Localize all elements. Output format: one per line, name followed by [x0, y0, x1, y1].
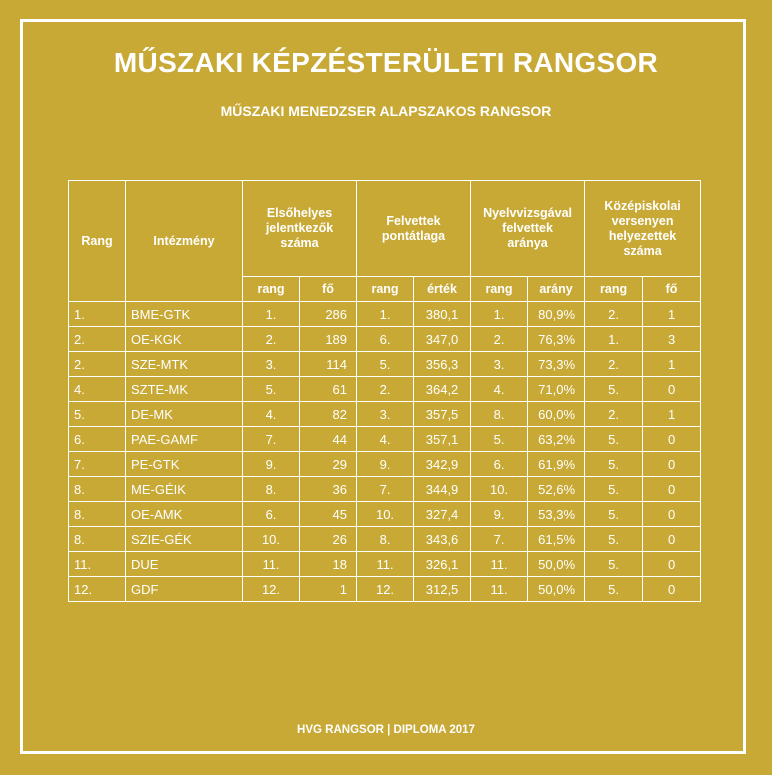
competition-rank-cell: 1. [585, 327, 643, 352]
points-value-cell: 326,1 [414, 552, 471, 577]
points-value-cell: 357,5 [414, 402, 471, 427]
competition-rank-cell: 2. [585, 352, 643, 377]
header-rank: Rang [69, 181, 126, 302]
subheader-points-value: érték [414, 277, 471, 302]
applicants-count-cell: 82 [300, 402, 357, 427]
competition-count-cell: 0 [643, 452, 701, 477]
competition-rank-cell: 2. [585, 302, 643, 327]
institution-cell: SZTE-MK [126, 377, 243, 402]
points-rank-cell: 1. [357, 302, 414, 327]
points-rank-cell: 7. [357, 477, 414, 502]
language-ratio-cell: 61,5% [528, 527, 585, 552]
institution-cell: DUE [126, 552, 243, 577]
language-ratio-cell: 60,0% [528, 402, 585, 427]
applicants-count-cell: 18 [300, 552, 357, 577]
competition-rank-cell: 5. [585, 502, 643, 527]
points-value-cell: 380,1 [414, 302, 471, 327]
language-ratio-cell: 76,3% [528, 327, 585, 352]
points-rank-cell: 4. [357, 427, 414, 452]
applicants-rank-cell: 1. [243, 302, 300, 327]
points-rank-cell: 9. [357, 452, 414, 477]
institution-cell: PE-GTK [126, 452, 243, 477]
competition-rank-cell: 5. [585, 577, 643, 602]
table-row [69, 527, 701, 552]
institution-cell: BME-GTK [126, 302, 243, 327]
points-rank-cell: 8. [357, 527, 414, 552]
competition-count-cell: 0 [643, 502, 701, 527]
applicants-count-cell: 61 [300, 377, 357, 402]
subheader-language-ratio: arány [528, 277, 585, 302]
institution-cell: PAE-GAMF [126, 427, 243, 452]
institution-cell: OE-AMK [126, 502, 243, 527]
points-rank-cell: 10. [357, 502, 414, 527]
ranking-table [68, 180, 701, 602]
page-subtitle: MŰSZAKI MENEDZSER ALAPSZAKOS RANGSOR [220, 103, 552, 119]
institution-cell: ME-GÉIK [126, 477, 243, 502]
institution-cell: GDF [126, 577, 243, 602]
table-row [69, 427, 701, 452]
applicants-rank-cell: 12. [243, 577, 300, 602]
institution-cell: SZIE-GÉK [126, 527, 243, 552]
language-ratio-cell: 63,2% [528, 427, 585, 452]
applicants-count-cell: 1 [300, 577, 357, 602]
competition-count-cell: 0 [643, 527, 701, 552]
competition-count-cell: 0 [643, 552, 701, 577]
points-value-cell: 357,1 [414, 427, 471, 452]
language-rank-cell: 11. [471, 552, 528, 577]
points-rank-cell: 3. [357, 402, 414, 427]
points-value-cell: 356,3 [414, 352, 471, 377]
table-row [69, 577, 701, 602]
applicants-count-cell: 45 [300, 502, 357, 527]
table-row [69, 327, 701, 352]
table-body [69, 302, 701, 602]
competition-count-cell: 0 [643, 477, 701, 502]
header-applicants: Elsőhelyes jelentkezők száma [243, 181, 357, 277]
competition-rank-cell: 2. [585, 402, 643, 427]
applicants-count-cell: 286 [300, 302, 357, 327]
points-rank-cell: 6. [357, 327, 414, 352]
applicants-rank-cell: 11. [243, 552, 300, 577]
points-value-cell: 347,0 [414, 327, 471, 352]
competition-rank-cell: 5. [585, 552, 643, 577]
rank-cell: 4. [69, 377, 126, 402]
language-ratio-cell: 52,6% [528, 477, 585, 502]
rank-cell: 1. [69, 302, 126, 327]
competition-count-cell: 1 [643, 302, 701, 327]
language-rank-cell: 5. [471, 427, 528, 452]
rank-cell: 11. [69, 552, 126, 577]
language-rank-cell: 3. [471, 352, 528, 377]
language-ratio-cell: 73,3% [528, 352, 585, 377]
table-row [69, 552, 701, 577]
subheader-competition-rank: rang [585, 277, 643, 302]
language-rank-cell: 7. [471, 527, 528, 552]
language-rank-cell: 10. [471, 477, 528, 502]
applicants-count-cell: 114 [300, 352, 357, 377]
applicants-rank-cell: 8. [243, 477, 300, 502]
rank-cell: 8. [69, 502, 126, 527]
language-rank-cell: 2. [471, 327, 528, 352]
competition-rank-cell: 5. [585, 377, 643, 402]
institution-cell: DE-MK [126, 402, 243, 427]
language-ratio-cell: 80,9% [528, 302, 585, 327]
competition-count-cell: 0 [643, 577, 701, 602]
competition-count-cell: 1 [643, 402, 701, 427]
language-rank-cell: 9. [471, 502, 528, 527]
language-rank-cell: 4. [471, 377, 528, 402]
language-ratio-cell: 50,0% [528, 552, 585, 577]
subheader-applicants-rank: rang [243, 277, 300, 302]
applicants-rank-cell: 6. [243, 502, 300, 527]
competition-count-cell: 3 [643, 327, 701, 352]
subheader-language-rank: rang [471, 277, 528, 302]
institution-cell: SZE-MTK [126, 352, 243, 377]
table-row [69, 477, 701, 502]
applicants-rank-cell: 10. [243, 527, 300, 552]
page-title: MŰSZAKI KÉPZÉSTERÜLETI RANGSOR [113, 47, 659, 78]
competition-rank-cell: 5. [585, 452, 643, 477]
header-competition: Középiskolai versenyen helyezettek száma [585, 181, 701, 277]
language-ratio-cell: 50,0% [528, 577, 585, 602]
header-institution: Intézmény [126, 181, 243, 302]
points-value-cell: 342,9 [414, 452, 471, 477]
points-value-cell: 327,4 [414, 502, 471, 527]
applicants-count-cell: 26 [300, 527, 357, 552]
table-row [69, 502, 701, 527]
rank-cell: 7. [69, 452, 126, 477]
applicants-rank-cell: 4. [243, 402, 300, 427]
points-rank-cell: 12. [357, 577, 414, 602]
rank-cell: 8. [69, 477, 126, 502]
points-value-cell: 312,5 [414, 577, 471, 602]
table-row [69, 452, 701, 477]
points-rank-cell: 5. [357, 352, 414, 377]
subheader-points-rank: rang [357, 277, 414, 302]
competition-count-cell: 1 [643, 352, 701, 377]
applicants-rank-cell: 3. [243, 352, 300, 377]
subheader-competition-count: fő [643, 277, 701, 302]
rank-cell: 2. [69, 352, 126, 377]
language-rank-cell: 6. [471, 452, 528, 477]
language-ratio-cell: 53,3% [528, 502, 585, 527]
table-row [69, 377, 701, 402]
competition-count-cell: 0 [643, 377, 701, 402]
applicants-count-cell: 189 [300, 327, 357, 352]
rank-cell: 2. [69, 327, 126, 352]
language-ratio-cell: 71,0% [528, 377, 585, 402]
language-ratio-cell: 61,9% [528, 452, 585, 477]
header-points: Felvettek pontátlaga [357, 181, 471, 277]
competition-rank-cell: 5. [585, 477, 643, 502]
institution-cell: OE-KGK [126, 327, 243, 352]
points-value-cell: 364,2 [414, 377, 471, 402]
competition-rank-cell: 5. [585, 527, 643, 552]
language-rank-cell: 11. [471, 577, 528, 602]
rank-cell: 12. [69, 577, 126, 602]
table-row [69, 352, 701, 377]
footer-credit: HVG RANGSOR | DIPLOMA 2017 [297, 724, 475, 736]
competition-count-cell: 0 [643, 427, 701, 452]
applicants-rank-cell: 9. [243, 452, 300, 477]
language-rank-cell: 8. [471, 402, 528, 427]
points-rank-cell: 2. [357, 377, 414, 402]
table-row [69, 402, 701, 427]
applicants-count-cell: 29 [300, 452, 357, 477]
applicants-count-cell: 36 [300, 477, 357, 502]
applicants-count-cell: 44 [300, 427, 357, 452]
competition-rank-cell: 5. [585, 427, 643, 452]
subheader-applicants-count: fő [300, 277, 357, 302]
applicants-rank-cell: 5. [243, 377, 300, 402]
applicants-rank-cell: 2. [243, 327, 300, 352]
points-value-cell: 344,9 [414, 477, 471, 502]
rank-cell: 5. [69, 402, 126, 427]
header-language: Nyelvvizsgával felvettek aránya [471, 181, 585, 277]
applicants-rank-cell: 7. [243, 427, 300, 452]
language-rank-cell: 1. [471, 302, 528, 327]
points-value-cell: 343,6 [414, 527, 471, 552]
rank-cell: 8. [69, 527, 126, 552]
rank-cell: 6. [69, 427, 126, 452]
table-row [69, 302, 701, 327]
points-rank-cell: 11. [357, 552, 414, 577]
